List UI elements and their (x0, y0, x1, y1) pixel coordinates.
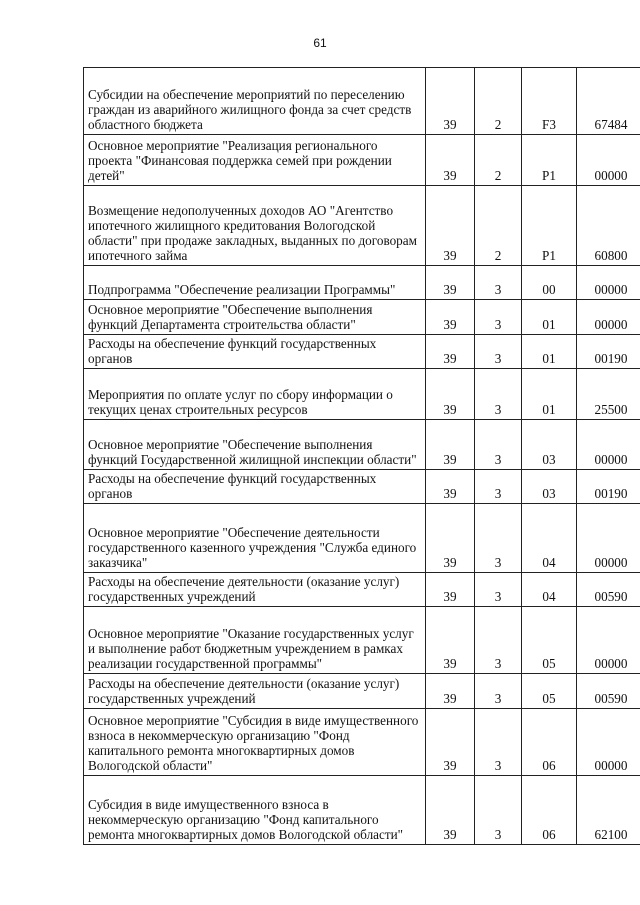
table-row (84, 369, 640, 420)
row-code-cell-4: 00000 (577, 300, 640, 335)
row-code-cell-1: 39 (426, 266, 475, 300)
row-name-cell: Подпрограмма "Обеспечение реализации Программы" (84, 266, 426, 300)
row-name-cell: Основное мероприятие "Оказание государственных услуг и выполнение работ бюджетным учреждением в рамках реализации государственной программы" (84, 607, 426, 674)
row-code-cell-4: 00000 (577, 607, 640, 674)
table-row (84, 135, 640, 186)
row-name-cell: Субсидии на обеспечение мероприятий по переселению граждан из аварийного жилищного фонда за счет средств областного бюджета (84, 68, 426, 135)
row-code-cell-2: 3 (475, 335, 522, 369)
row-code-cell-3: F3 (522, 68, 577, 135)
page-number: 61 (313, 36, 327, 50)
row-code-cell-1: 39 (426, 674, 475, 709)
row-name-cell: Основное мероприятие "Обеспечение деятельности государственного казенного учреждения "Служба единого заказчика" (84, 504, 426, 573)
row-code-cell-2: 3 (475, 266, 522, 300)
table-row (84, 300, 640, 335)
row-code-cell-4: 60800 (577, 186, 640, 266)
row-code-cell-3: 03 (522, 470, 577, 504)
row-name-cell: Расходы на обеспечение деятельности (оказание услуг) государственных учреждений (84, 573, 426, 607)
row-code-cell-1: 39 (426, 607, 475, 674)
row-code-cell-4: 00190 (577, 335, 640, 369)
table-row (84, 68, 640, 135)
row-name-cell: Основное мероприятие "Обеспечение выполнения функций Департамента строительства области" (84, 300, 426, 335)
row-code-cell-3: 05 (522, 607, 577, 674)
row-code-cell-2: 3 (475, 300, 522, 335)
table-row (84, 607, 640, 674)
row-code-cell-4: 00000 (577, 504, 640, 573)
row-code-cell-3: 01 (522, 369, 577, 420)
row-code-cell-2: 2 (475, 68, 522, 135)
row-code-cell-3: 00 (522, 266, 577, 300)
row-code-cell-4: 00000 (577, 709, 640, 776)
row-code-cell-2: 2 (475, 186, 522, 266)
row-code-cell-3: 06 (522, 709, 577, 776)
row-code-cell-2: 3 (475, 420, 522, 470)
table-row (84, 420, 640, 470)
row-code-cell-2: 3 (475, 369, 522, 420)
row-code-cell-3: 06 (522, 776, 577, 845)
budget-table (83, 67, 640, 845)
row-code-cell-4: 00190 (577, 470, 640, 504)
row-name-cell: Возмещение недополученных доходов АО "Агентство ипотечного жилищного кредитования Вологодской области" при продаже закладных, выданных по договорам ипотечного займа (84, 186, 426, 266)
row-name-cell: Расходы на обеспечение деятельности (оказание услуг) государственных учреждений (84, 674, 426, 709)
row-code-cell-1: 39 (426, 186, 475, 266)
row-name-cell: Субсидия в виде имущественного взноса в некоммерческую организацию "Фонд капитального ремонта многоквартирных домов Вологодской области" (84, 776, 426, 845)
row-code-cell-2: 3 (475, 709, 522, 776)
table-row (84, 504, 640, 573)
row-code-cell-1: 39 (426, 420, 475, 470)
row-name-cell: Основное мероприятие "Обеспечение выполнения функций Государственной жилищной инспекции области" (84, 420, 426, 470)
row-code-cell-4: 62100 (577, 776, 640, 845)
row-code-cell-4: 00590 (577, 573, 640, 607)
row-name-cell: Расходы на обеспечение функций государственных органов (84, 470, 426, 504)
row-name-cell: Основное мероприятие "Субсидия в виде имущественного взноса в некоммерческую организацию "Фонд капитального ремонта многоквартирных домов Вологодской области" (84, 709, 426, 776)
row-code-cell-2: 3 (475, 776, 522, 845)
budget-table-body (84, 68, 640, 845)
row-name-cell: Основное мероприятие "Реализация регионального проекта "Финансовая поддержка семей при рождении детей" (84, 135, 426, 186)
row-code-cell-2: 3 (475, 504, 522, 573)
row-code-cell-1: 39 (426, 573, 475, 607)
row-code-cell-2: 3 (475, 607, 522, 674)
table-row (84, 573, 640, 607)
table-row (84, 470, 640, 504)
row-code-cell-3: 05 (522, 674, 577, 709)
row-code-cell-4: 25500 (577, 369, 640, 420)
row-code-cell-3: 04 (522, 573, 577, 607)
row-code-cell-1: 39 (426, 335, 475, 369)
table-row (84, 186, 640, 266)
row-code-cell-3: P1 (522, 186, 577, 266)
row-code-cell-2: 3 (475, 470, 522, 504)
row-code-cell-1: 39 (426, 68, 475, 135)
table-row (84, 776, 640, 845)
row-code-cell-1: 39 (426, 369, 475, 420)
row-code-cell-2: 3 (475, 674, 522, 709)
row-code-cell-3: 01 (522, 335, 577, 369)
row-name-cell: Мероприятия по оплате услуг по сбору информации о текущих ценах строительных ресурсов (84, 369, 426, 420)
row-code-cell-4: 67484 (577, 68, 640, 135)
table-row (84, 266, 640, 300)
table-row (84, 709, 640, 776)
row-code-cell-3: 04 (522, 504, 577, 573)
row-code-cell-3: 03 (522, 420, 577, 470)
table-row (84, 674, 640, 709)
row-code-cell-1: 39 (426, 776, 475, 845)
table-row (84, 335, 640, 369)
row-code-cell-4: 00000 (577, 266, 640, 300)
row-code-cell-1: 39 (426, 135, 475, 186)
row-name-cell: Расходы на обеспечение функций государственных органов (84, 335, 426, 369)
row-code-cell-3: P1 (522, 135, 577, 186)
row-code-cell-2: 2 (475, 135, 522, 186)
row-code-cell-4: 00000 (577, 420, 640, 470)
row-code-cell-4: 00000 (577, 135, 640, 186)
row-code-cell-4: 00590 (577, 674, 640, 709)
row-code-cell-1: 39 (426, 504, 475, 573)
row-code-cell-1: 39 (426, 470, 475, 504)
row-code-cell-2: 3 (475, 573, 522, 607)
row-code-cell-1: 39 (426, 709, 475, 776)
row-code-cell-3: 01 (522, 300, 577, 335)
row-code-cell-1: 39 (426, 300, 475, 335)
